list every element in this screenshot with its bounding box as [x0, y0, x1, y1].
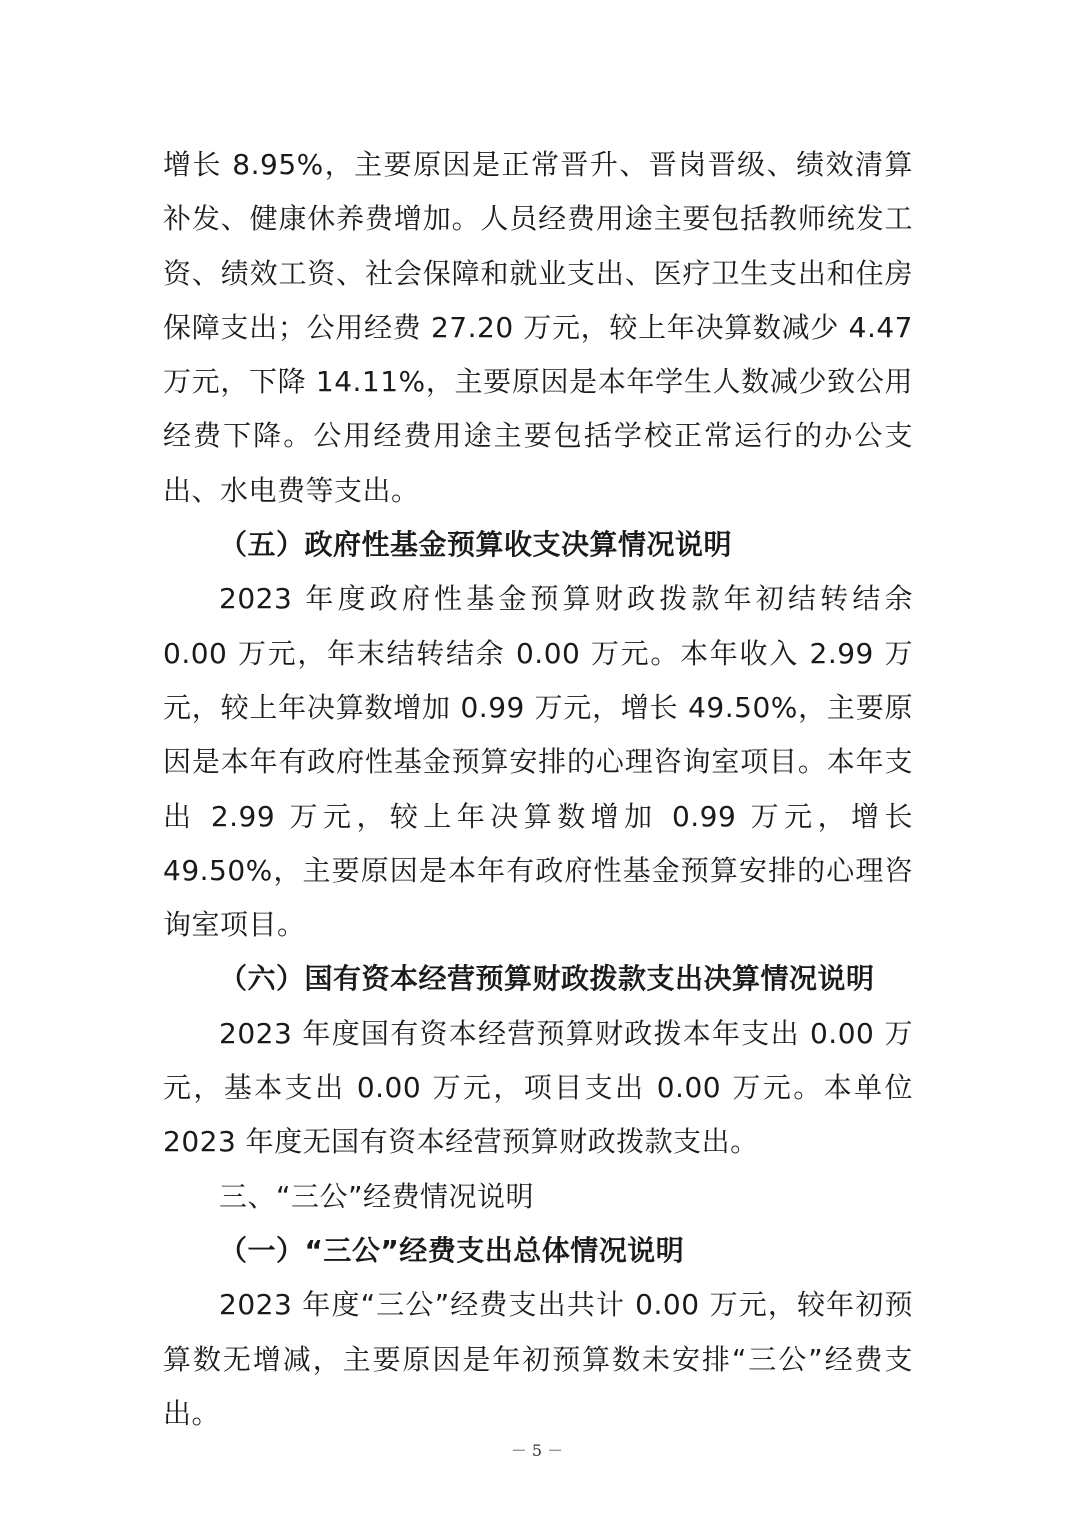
document-body	[163, 138, 913, 1441]
paragraph-government-fund-budget: 2023 年度政府性基金预算财政拨款年初结转结余 0.00 万元，年末结转结余 0.00 万元。本年收入 2.99 万元，较上年决算数增加 0.99 万元，增长 49.50%，主要原因是本年有政府性基金预算安排的心理咨询室项目。本年支出 2.99 万元，较上年决算数增加 0.99 万元，增长 49.50%，主要原因是本年有政府性基金预算安排的心理咨询室项目。	[163, 582, 913, 942]
paragraph-personnel-public-funds: 增长 8.95%，主要原因是正常晋升、晋岗晋级、绩效清算补发、健康休养费增加。人员经费用途主要包括教师统发工资、绩效工资、社会保障和就业支出、医疗卫生支出和住房保障支出；公用经费 27.20 万元，较上年决算数减少 4.47 万元，下降 14.11%，主要原因是本年学生人数减少致公用经费下降。公用经费用途主要包括学校正常运行的办公支出、水电费等支出。	[163, 148, 913, 507]
heading-state-capital-budget: （六）国有资本经营预算财政拨款支出决算情况说明	[219, 962, 875, 996]
paragraph-state-capital-budget: 2023 年度国有资本经营预算财政拨本年支出 0.00 万元，基本支出 0.00 万元，项目支出 0.00 万元。本单位 2023 年度无国有资本经营预算财政拨款支出。	[163, 1016, 913, 1159]
heading-three-public-overall: （一）“三公”经费支出总体情况说明	[219, 1233, 685, 1267]
page-number: － 5 －	[510, 1441, 564, 1460]
heading-three-public-expenses: 三、“三公”经费情况说明	[219, 1179, 535, 1213]
paragraph-three-public-overall: 2023 年度“三公”经费支出共计 0.00 万元，较年初预算数无增减，主要原因是年初预算数未安排“三公”经费支出。	[163, 1288, 913, 1430]
heading-government-fund-budget: （五）政府性基金预算收支决算情况说明	[219, 528, 733, 562]
